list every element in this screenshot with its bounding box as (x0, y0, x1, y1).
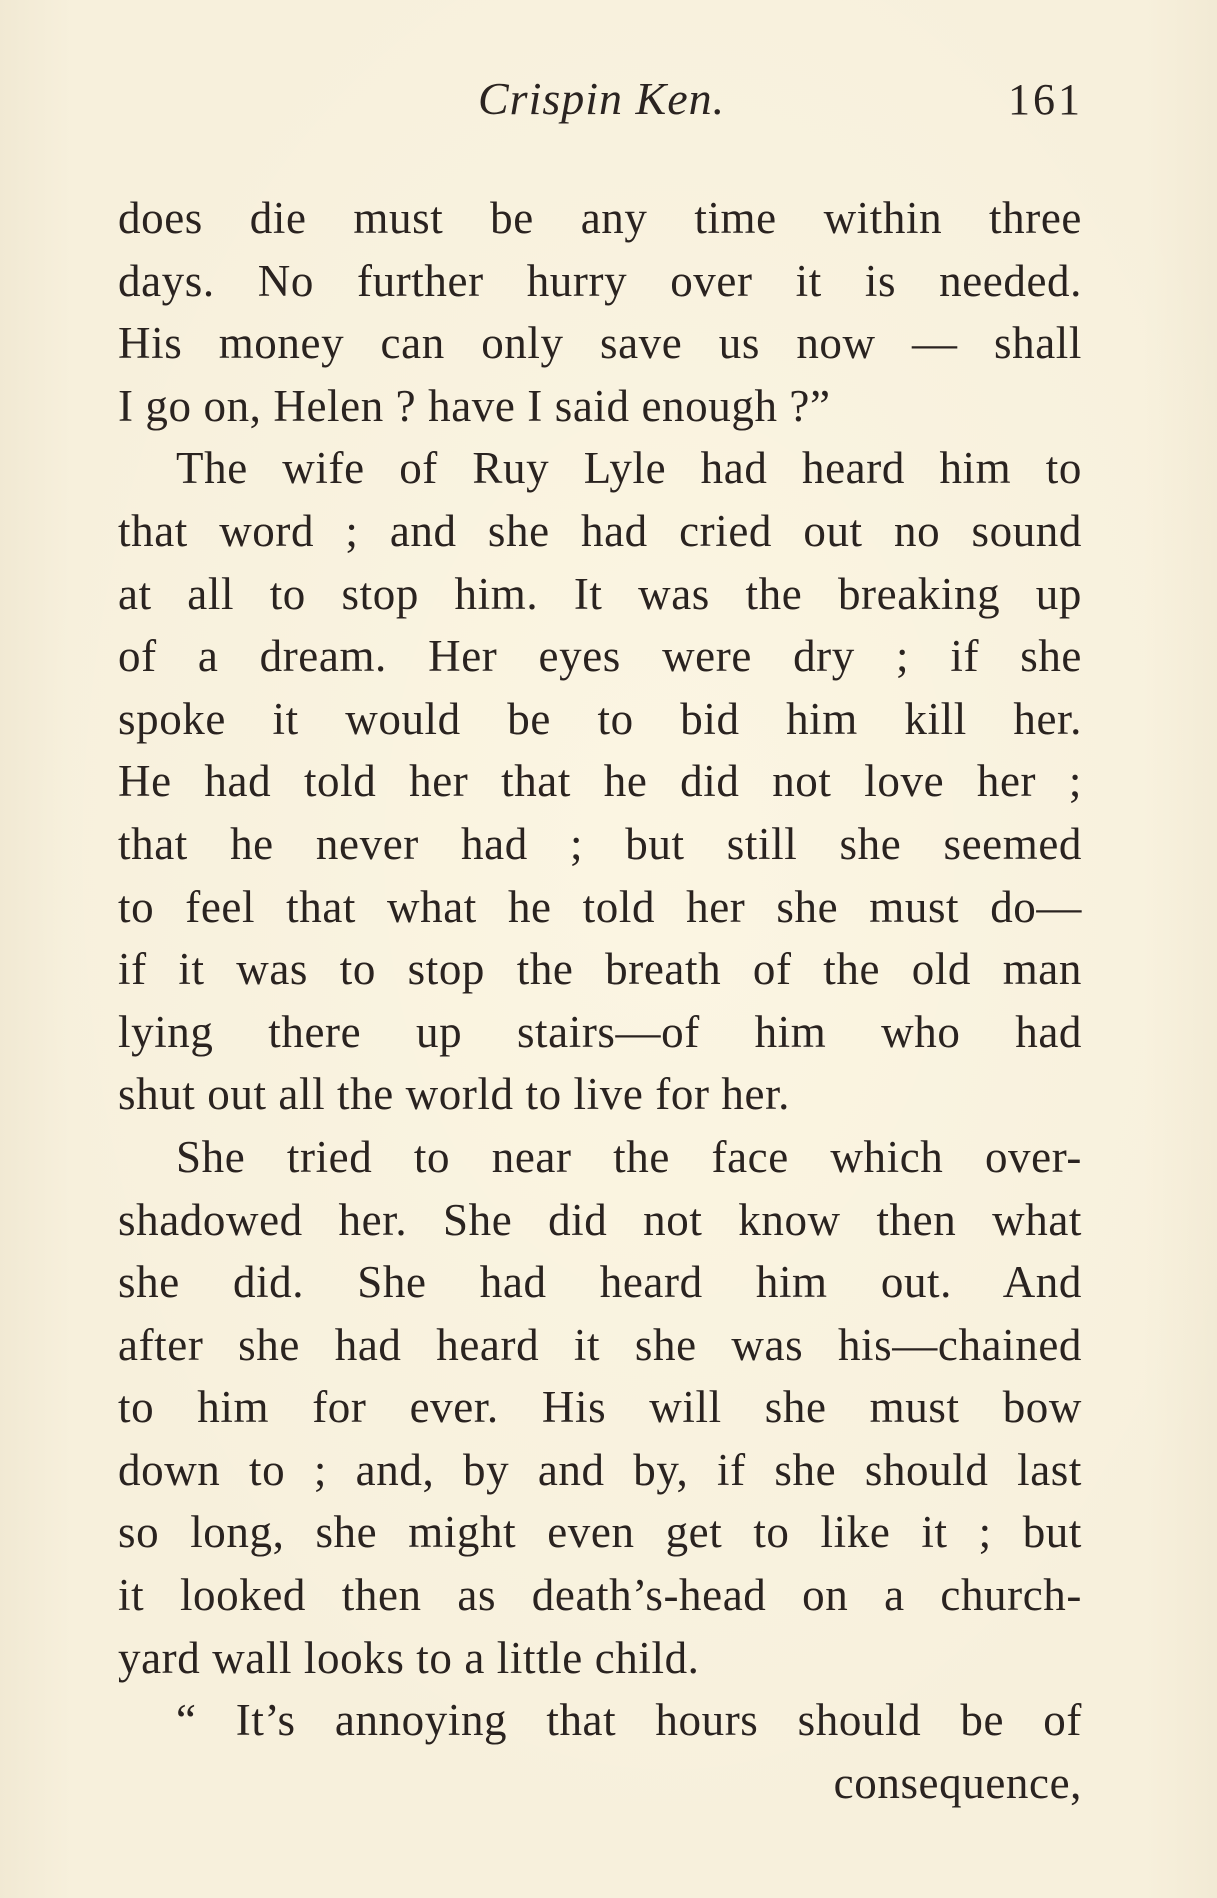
text-line: He had told her that he did not love her ; (118, 756, 1082, 807)
text-line: His money can only save us now — shall (118, 318, 1082, 369)
text-line: if it was to stop the breath of the old man (118, 944, 1082, 995)
text-line: down to ; and, by and by, if she should last (118, 1444, 1082, 1495)
text-line: of a dream. Her eyes were dry ; if she (118, 631, 1082, 682)
text-line: so long, she might even get to like it ; but (118, 1507, 1082, 1558)
text-line: lying there up stairs—of him who had (118, 1006, 1082, 1057)
paragraph-start-line: She tried to near the face which over- (176, 1131, 1082, 1182)
catchword-line: consequence, (833, 1757, 1082, 1808)
running-head-title: Crispin Ken. (478, 73, 726, 124)
body-text (118, 187, 1082, 1814)
paragraph-start-line: “ It’s annoying that hours should be of (176, 1695, 1082, 1746)
text-line: at all to stop him. It was the breaking up (118, 568, 1082, 619)
text-line: to feel that what he told her she must do— (118, 881, 1082, 932)
text-line: I go on, Helen ? have I said enough ?” (118, 380, 831, 431)
text-line: days. No further hurry over it is needed. (118, 255, 1082, 306)
text-line: yard wall looks to a little child. (118, 1632, 700, 1683)
text-line: it looked then as death’s-head on a church- (118, 1570, 1082, 1621)
text-line: to him for ever. His will she must bow (118, 1382, 1082, 1433)
page-number: 161 (1008, 75, 1083, 124)
text-line: shut out all the world to live for her. (118, 1069, 791, 1120)
running-head (0, 72, 1217, 132)
text-line: does die must be any time within three (118, 193, 1082, 243)
text-line: she did. She had heard him out. And (118, 1257, 1082, 1308)
text-line: that he never had ; but still she seemed (118, 818, 1082, 869)
paragraph-start-line: The wife of Ruy Lyle had heard him to (176, 443, 1082, 494)
text-line: shadowed her. She did not know then what (118, 1194, 1082, 1245)
text-line: after she had heard it she was his—chained (118, 1319, 1082, 1370)
text-line: spoke it would be to bid him kill her. (118, 693, 1082, 744)
text-line: that word ; and she had cried out no sound (118, 505, 1082, 556)
